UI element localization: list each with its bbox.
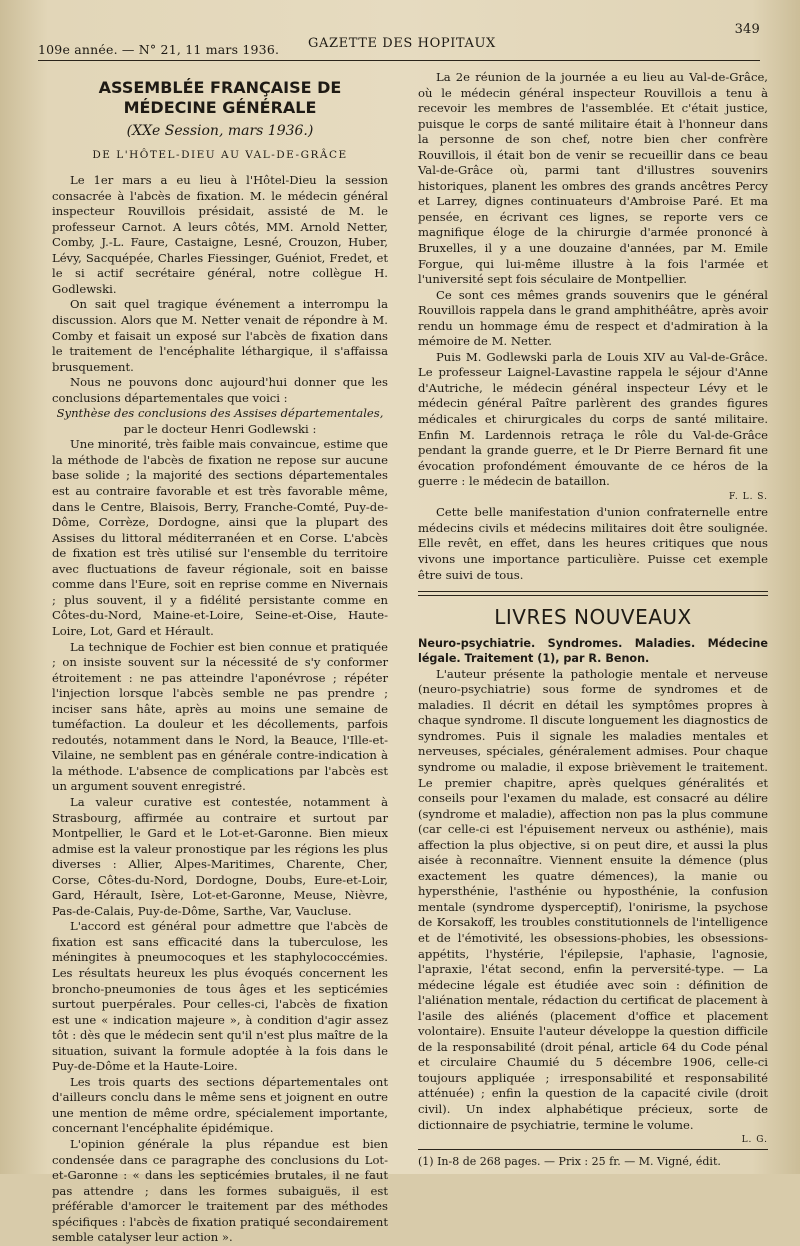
- paragraph: La technique de Fochier est bien connue et pratiquée ; on insiste souvent sur la nécessité de s'y conformer étroitement : ne pas atteindre l'aponévrose ; répéter l'injection lorsque l'abcès semble ne pas prendre ; inciser sans hâte, après au moins une semaine de tuméfaction. La douleur et les décollements, parfois redoutés, notamment dans le Nord, la Beauce, l'Ille-et-Vilaine, ne semblent pas en générale contre-indication à la méthode. L'absence de complications par l'abcès est un argument souvent enregistré.: [52, 639, 388, 794]
- synthesis-author: par le docteur Henri Godlewski :: [123, 421, 317, 436]
- section-divider: [418, 591, 768, 596]
- paragraph: Ce sont ces mêmes grands souvenirs que le général Rouvillois rappela dans le grand amphithéâtre, après avoir rendu un hommage ému de respect et d'admiration à la mémoire de M. Netter.: [418, 287, 768, 349]
- paragraph: Le 1er mars a eu lieu à l'Hôtel-Dieu la session consacrée à l'abcès de fixation. M. le médecin général inspecteur Rouvillois présidait, assisté de M. le professeur Carnot. A leurs côtés, MM. Arnold Netter, Comby, J.-L. Faure, Castaigne, Lesné, Crouzon, Huber, Lévy, Sacquépée, Charles Fiessinger, Guéniot, Fredet, et le si actif secrétaire général, notre collègue H. Godlewski.: [52, 173, 388, 296]
- paragraph: Puis M. Godlewski parla de Louis XIV au Val-de-Grâce. Le professeur Laignel-Lavastine rappela le séjour d'Anne d'Autriche, le médecin général inspecteur Lévy et le médecin général Paître parlèrent des grandes figures médicales et chirurgicales du corps de santé militaire. Enfin M. Lardennois retraça le rôle du Val-de-Grâce pendant la grande guerre, et le Dr Pierre Bernard fit une évocation profondément émouvante de ce héros de la guerre : le médecin de bataillon.: [418, 349, 768, 489]
- article-subtitle: (XXe Session, mars 1936.): [126, 123, 314, 139]
- paragraph: L'accord est général pour admettre que l'abcès de fixation est sans efficacité dans la tuberculose, les méningites à pneumocoques et les staphylococcémies. Les résultats heureux les plus évoqués concernent les broncho-pneumonies de tous âges et les septicémies surtout puerpérales. Pour celles-ci, l'abcès de fixation est une « indication majeure », à condition d'agir assez tôt : dès que le médecin sent qu'il n'est plus maître de la situation, suivant la formule adoptée à la fois dans le Puy-de-Dôme et la Haute-Loire.: [52, 919, 388, 1074]
- paragraph: Nous ne pouvons donc aujourd'hui donner que les conclusions départementales que voici :: [52, 375, 388, 405]
- running-header: [38, 22, 760, 57]
- page-number: 349: [734, 22, 760, 37]
- paragraph: La valeur curative est contestée, notamment à Strasbourg, affirmée au contraire et surtout par Montpellier, le Gard et le Lot-et-Garonne. Bien mieux admise est la valeur pronostique par les régions les plus diverses : Allier, Alpes-Maritimes, Charente, Cher, Corse, Côtes-du-Nord, Dordogne, Doubs, Eure-et-Loir, Gard, Hérault, Isère, Lot-et-Garonne, Meuse, Nièvre, Pas-de-Calais, Puy-de-Dôme, Sarthe, Var, Vaucluse.: [52, 794, 388, 918]
- signature: F. L. S.: [729, 491, 768, 502]
- left-column: [52, 70, 388, 1246]
- book-title: Neuro-psychiatrie. Syndromes. Maladies. Médecine légale. Traitement (1), par R. Benon.: [418, 636, 768, 666]
- paragraph: L'opinion générale la plus répandue est bien condensée dans ce paragraphe des conclusions du Lot-et-Garonne : « dans les septicémies brutales, il ne faut pas attendre ; dans les formes subaiguës, il est préférable d'amorcer le traitement par des méthodes spécifiques : l'abcès de fixation pratiqué secondairement semble catalyser leur action ».: [52, 1137, 388, 1245]
- header-rule: [38, 60, 760, 61]
- journal-title: GAZETTE DES HOPITAUX: [308, 36, 496, 51]
- section-location: DE L'HÔTEL-DIEU AU VAL-DE-GRÂCE: [92, 148, 348, 161]
- paragraph: L'auteur présente la pathologie mentale et nerveuse (neuro-psychiatrie) sous forme de syndromes et de maladies. Il décrit en détail les symptômes propres à chaque syndrome. Il discute longuement les diagnostics de syndromes. Puis il signale les maladies mentales et nerveuses, spéciales, généralement admises. Pour chaque syndrome ou maladie, il expose brièvement le traitement. Le premier chapitre, après quelques généralités et conseils pour l'examen du malade, est consacré au délire (syndrome et maladie), affection non pas la plus commune (car celle-ci est l'épuisement nerveux ou asthénie), mais affection la plus objective, si on peut dire, et aussi la plus aisée à reconnaître. Viennent ensuite la démence (plus exactement les quatre démences), la manie ou hypersthénie, l'asthénie ou hyposthénie, la confusion mentale (syndrome dysperceptif), l'onirisme, la psychose de Korsakoff, les troubles constitutionnels de l'intelligence et de l'émotivité, les obsessions-phobies, les obsessions-appétits, l'hystérie, l'épilepsie, l'aphasie, l'agnosie, l'apraxie, l'état second, enfin la perversité-type. — La médecine légale est étudiée avec soin : définition de l'aliénation mentale, rédaction du certificat de placement à l'asile des aliénés (placement d'office et placement volontaire). Ensuite l'auteur développe la question difficile de la responsabilité (droit pénal, article 64 du Code pénal et circulaire Chaumié du 5 décembre 1906, celle-ci toujours appliquée ; irresponsabilité et responsabilité atténuée) ; enfin la question de la capacité civile (droit civil). Un index alphabétique précieux, sorte de dictionnaire de psychiatrie, termine le volume.: [418, 666, 768, 1132]
- paragraph: On sait quel tragique événement a interrompu la discussion. Alors que M. Netter venait de répondre à M. Comby et faisait un exposé sur l'abcès de fixation dans le traitement de l'encéphalite léthargique, il s'affaissa brusquement.: [52, 297, 388, 374]
- paragraph: Une minorité, très faible mais convaincue, estime que la méthode de l'abcès de fixation ne repose sur aucune base solide ; la majorité des sections départementales est au contraire favorable et est très favorable même, dans le Centre, Blaisois, Berry, Franche-Comté, Puy-de-Dôme, Corrèze, Dordogne, ainsi que la plupart des Assises du littoral méditerranéen et en Corse. L'abcès de fixation est très utilisé sur l'ensemble du territoire avec fluctuations de faveur régionale, soit en baisse comme dans l'Eure, soit en reprise comme en Nivernais ; plus souvent, il y a fidélité persistante comme en Côtes-du-Nord, Maine-et-Loire, Seine-et-Oise, Haute-Loire, Lot, Gard et Hérault.: [52, 437, 388, 638]
- synthesis-heading: Synthèse des conclusions des Assises départementales,: [56, 406, 384, 421]
- signature: L. G.: [741, 1135, 768, 1146]
- article-title: ASSEMBLÉE FRANÇAISE DE MÉDECINE GÉNÉRALE: [98, 78, 342, 117]
- issue-info: 109e année. — N° 21, 11 mars 1936.: [38, 42, 280, 57]
- paragraph: Les trois quarts des sections départementales ont d'ailleurs conclu dans le même sens et joignent en outre une mention de même ordre, spécialement importante, concernant l'encéphalite épidémique.: [52, 1074, 388, 1136]
- paragraph: La 2e réunion de la journée a eu lieu au Val-de-Grâce, où le médecin général inspecteur Rouvillois a tenu à recevoir les membres de l'assemblée. Et c'était justice, puisque le corps de santé militaire était à l'honneur dans la personne de son chef, notre bien cher confrère Rouvillois, il était bon de venir se recueillir dans ce beau Val-de-Grâce où, parmi tant d'illustres souvenirs historiques, planent les ombres des grands ancêtres Percy et Larrey, dignes continuateurs d'Ambroise Paré. Et ma pensée, en écrivant ces lignes, se reporte vers ce magnifique éloge de la chirurgie d'armée prononcé à Bruxelles, il y a une douzaine d'années, par M. Emile Forgue, qui lui-même illustre à la fois l'armée et l'université sept fois séculaire de Montpellier.: [418, 70, 768, 287]
- footnote: (1) In-8 de 268 pages. — Prix : 25 fr. — M. Vigné, édit.: [418, 1149, 768, 1170]
- paragraph: Cette belle manifestation d'union confraternelle entre médecins civils et médecins militaires doit être soulignée. Elle revêt, en effet, dans les heures critiques que nous vivons une importance particulière. Puisse cet exemple être suivi de tous.: [418, 505, 768, 582]
- section-title-livres: LIVRES NOUVEAUX: [494, 605, 692, 630]
- right-column: [418, 70, 768, 1169]
